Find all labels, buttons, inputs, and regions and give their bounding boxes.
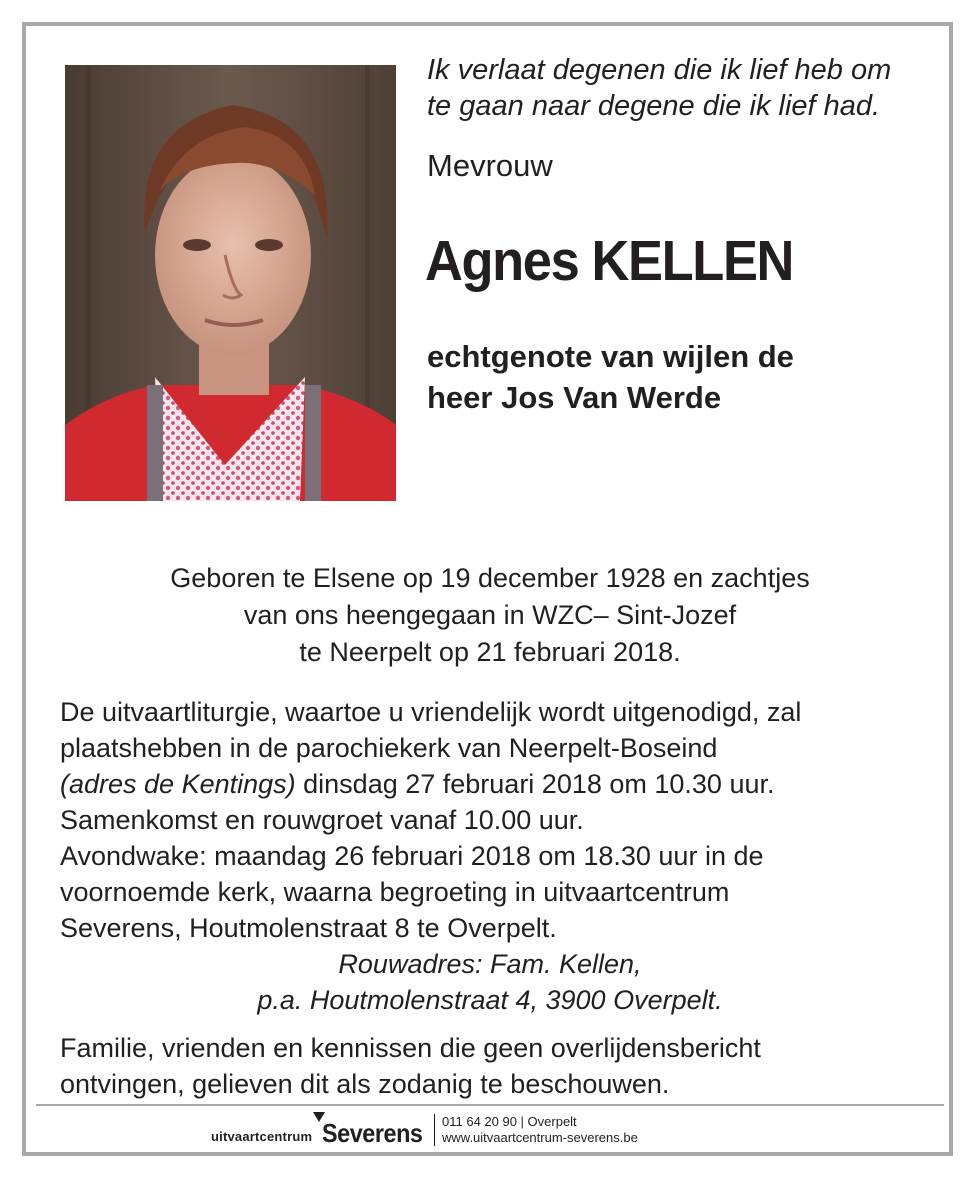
funeral-details — [60, 694, 950, 1018]
birth-line: van ons heengegaan in WZC– Sint-Jozef — [243, 600, 737, 630]
funeral-line — [60, 766, 950, 802]
family-line: ontvingen, gelieven dit als zodanig te beschouwen. — [60, 1069, 670, 1099]
funeral-line: Severens, Houtmolenstraat 8 te Overpelt. — [60, 913, 557, 943]
mourning-address: p.a. Houtmolenstraat 4, 3900 Overpelt. — [257, 985, 723, 1015]
deceased-name: Agnes KELLEN — [425, 229, 794, 293]
funeral-line: plaatshebben in de parochiekerk van Neerpelt-Boseind — [60, 733, 718, 763]
funeral-line: Samenkomst en rouwgroet vanaf 10.00 uur. — [60, 805, 584, 835]
funeral-date: dinsdag 27 februari 2018 om 10.30 uur. — [295, 769, 775, 799]
footer — [0, 1108, 980, 1152]
footer-separator — [434, 1114, 435, 1146]
funeral-line: voornoemde kerk, waarna begroeting in uitvaartcentrum — [60, 877, 730, 907]
church-address-note: (adres de Kentings) — [60, 769, 296, 799]
salutation: Mevrouw — [427, 148, 553, 183]
family-notice — [60, 1030, 950, 1102]
footer-divider — [36, 1104, 944, 1106]
quote-line: Ik verlaat degenen die ik lief heb om — [427, 54, 892, 86]
spouse-line: echtgenote van wijlen de — [427, 339, 794, 374]
family-line: Familie, vrienden en kennissen die geen overlijdensbericht — [60, 1033, 761, 1063]
portrait-photo — [65, 65, 396, 501]
brand-small-text: uitvaartcentrum — [211, 1129, 313, 1144]
birth-death-info — [60, 560, 920, 671]
epitaph-quote — [427, 52, 937, 124]
phone-location: 011 64 20 90 | Overpelt — [442, 1114, 577, 1129]
funeral-line: Avondwake: maandag 26 februari 2018 om 18.30 uur in de — [60, 841, 764, 871]
website-link[interactable]: www.uitvaartcentrum-severens.be — [442, 1130, 638, 1145]
funeral-line: De uitvaartliturgie, waartoe u vriendelijk wordt uitgenodigd, zal — [60, 697, 802, 727]
brand-logo-text: Severens — [322, 1118, 423, 1148]
spouse-info — [427, 336, 794, 418]
birth-line: Geboren te Elsene op 19 december 1928 en zachtjes — [170, 563, 810, 593]
quote-line: te gaan naar degene die ik lief had. — [427, 90, 881, 122]
spouse-line: heer Jos Van Werde — [427, 380, 722, 415]
birth-line: te Neerpelt op 21 februari 2018. — [299, 637, 681, 667]
mourning-address: Rouwadres: Fam. Kellen, — [338, 949, 642, 979]
